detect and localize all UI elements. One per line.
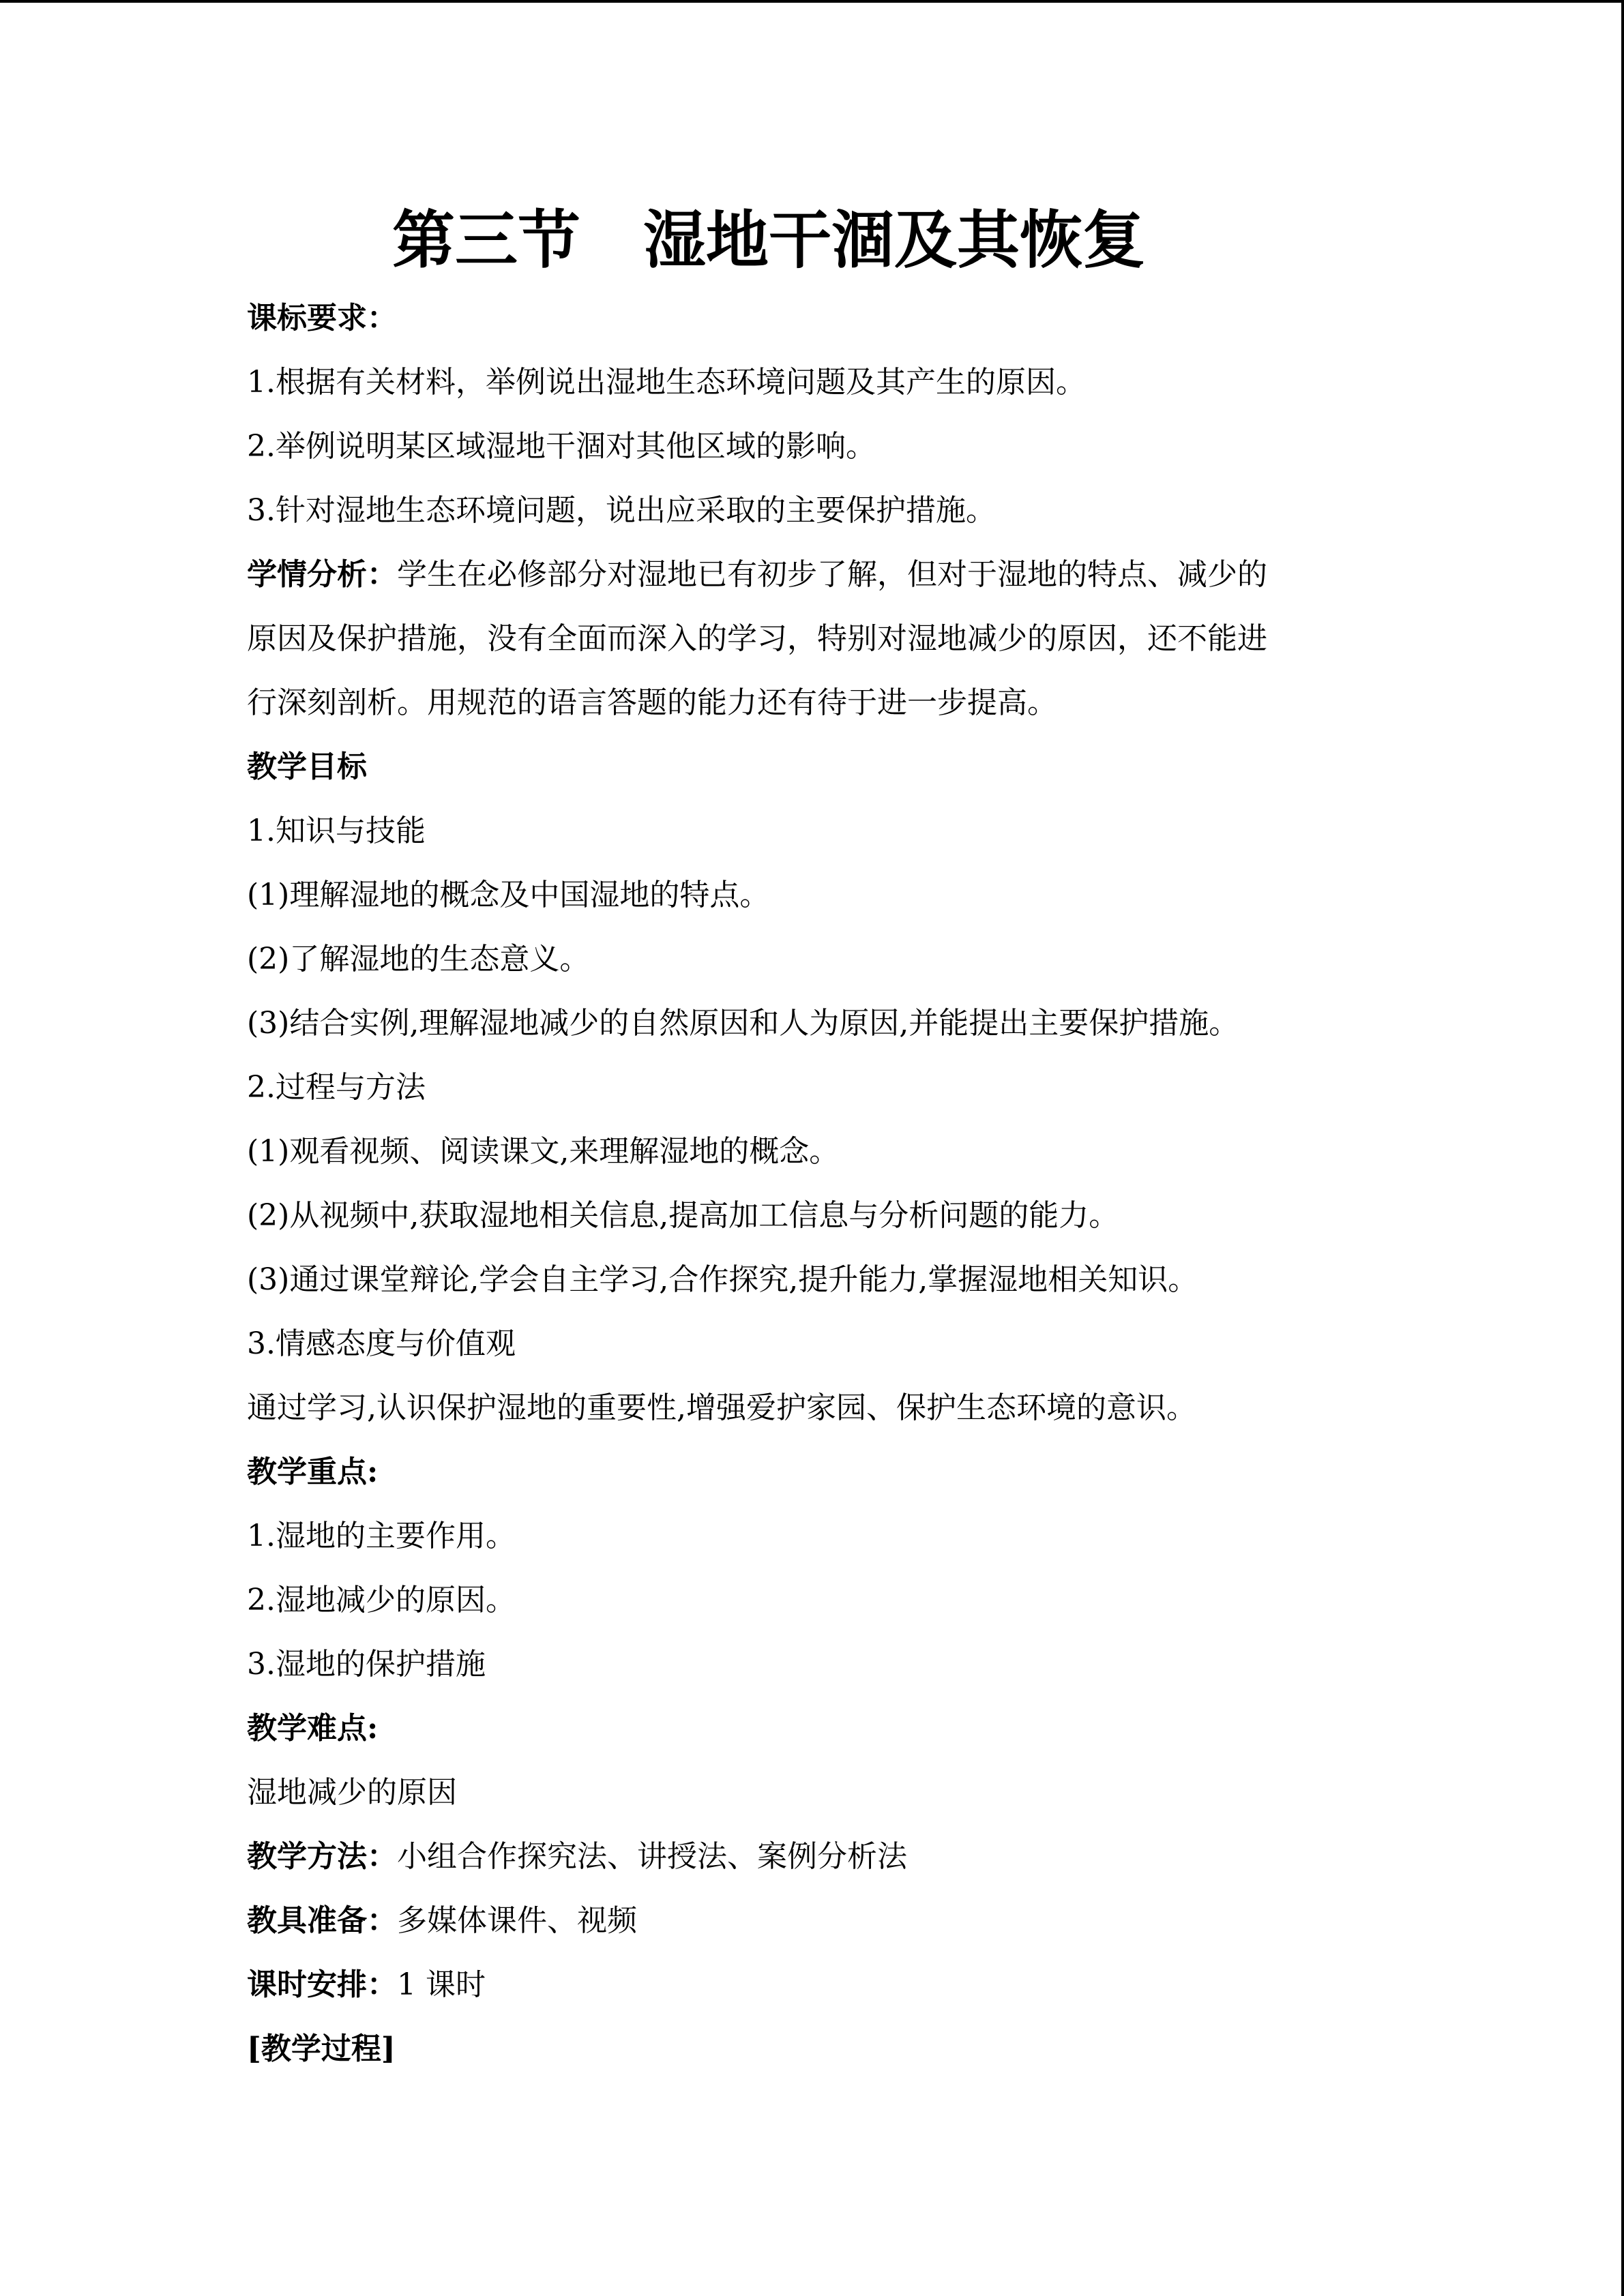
method-label: 教学方法： (247, 1839, 397, 1874)
student-analysis-text: 原因及保护措施，没有全面而深入的学习，特别对湿地减少的原因，还不能进 (247, 621, 1267, 656)
schedule-label: 课时安排： (247, 1967, 397, 2002)
student-analysis-text: 行深刻剖析。用规范的语言答题的能力还有待于进一步提高。 (247, 685, 1057, 720)
key-point-item: 2.湿地减少的原因。 (247, 1583, 516, 1617)
document-body (247, 286, 1365, 2081)
student-analysis-label: 学情分析： (247, 557, 397, 592)
key-point-item: 3.湿地的保护措施 (247, 1647, 486, 1682)
student-analysis-text: 学生在必修部分对湿地已有初步了解，但对于湿地的特点、减少的 (397, 557, 1267, 592)
tools-text: 多媒体课件、视频 (397, 1903, 637, 1938)
title-section-number: 第三节 (392, 203, 581, 277)
schedule-text: 1 课时 (397, 1967, 486, 2002)
tools-label: 教具准备： (247, 1903, 397, 1938)
objective-item: (2)从视频中,获取湿地相关信息,提高加工信息与分析问题的能力。 (247, 1198, 1119, 1233)
curriculum-heading: 课标要求： (247, 301, 397, 336)
objective-subheading: 2.过程与方法 (247, 1070, 426, 1105)
difficulty-heading: 教学难点: (247, 1711, 379, 1746)
objective-item: (3)结合实例,理解湿地减少的自然原因和人为原因,并能提出主要保护措施。 (247, 1006, 1239, 1041)
curriculum-item: 1.根据有关材料，举例说出湿地生态环境问题及其产生的原因。 (247, 365, 1086, 400)
objective-subheading: 3.情感态度与价值观 (247, 1326, 516, 1361)
process-heading: [教学过程] (247, 2031, 396, 2066)
objective-item: (1)观看视频、阅读课文,来理解湿地的概念。 (247, 1134, 840, 1169)
page-title (392, 199, 1145, 281)
tools-line (247, 1889, 1365, 1953)
objective-item: (2)了解湿地的生态意义。 (247, 942, 590, 976)
title-topic: 湿地干涸及其恢复 (643, 203, 1146, 277)
method-line (247, 1825, 1365, 1889)
schedule-line (247, 1953, 1365, 2017)
objective-subheading: 1.知识与技能 (247, 814, 426, 848)
student-analysis-line (247, 543, 1365, 607)
curriculum-item: 2.举例说明某区域湿地干涸对其他区域的影响。 (247, 429, 876, 464)
objective-item: (1)理解湿地的概念及中国湿地的特点。 (247, 878, 770, 912)
difficulty-text: 湿地减少的原因 (247, 1775, 457, 1810)
key-point-item: 1.湿地的主要作用。 (247, 1519, 516, 1553)
curriculum-item: 3.针对湿地生态环境问题，说出应采取的主要保护措施。 (247, 493, 996, 528)
objective-item: (3)通过课堂辩论,学会自主学习,合作探究,提升能力,掌握湿地相关知识。 (247, 1262, 1198, 1297)
method-text: 小组合作探究法、讲授法、案例分析法 (397, 1839, 907, 1874)
objectives-heading: 教学目标 (247, 749, 367, 784)
objective-item: 通过学习,认识保护湿地的重要性,增强爱护家园、保护生态环境的意识。 (247, 1390, 1196, 1425)
key-points-heading: 教学重点: (247, 1455, 379, 1489)
